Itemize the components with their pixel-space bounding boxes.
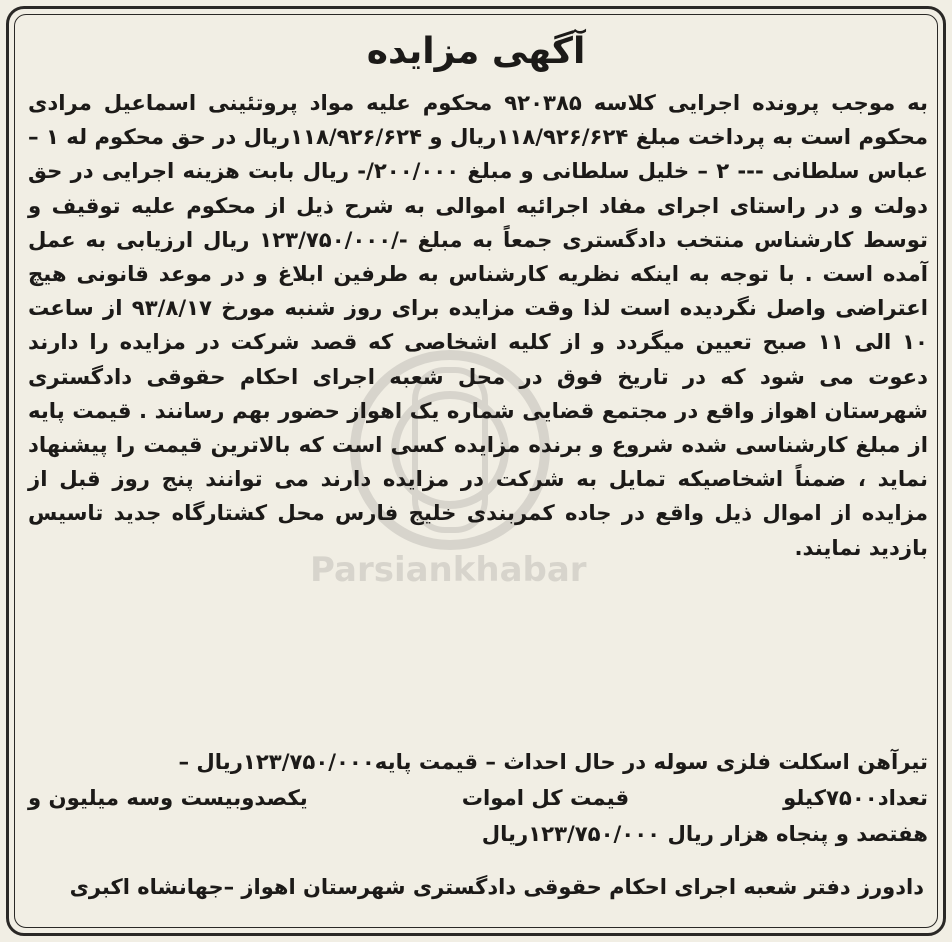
item-quantity: تعداد۷۵۰۰کیلو	[783, 785, 928, 810]
notice-signature: دادورز دفتر شعبه اجرای احکام حقوقی دادگستری شهرستان اهواز –جهانشاه اکبری	[69, 875, 924, 899]
item-line-1-text: تیرآهن اسکلت فلزی سوله در حال احداث – قیمت پایه۱۲۳/۷۵۰/۰۰۰ریال –	[178, 749, 928, 774]
auction-items	[28, 744, 928, 852]
notice-body	[28, 86, 928, 565]
item-line-3	[28, 816, 928, 852]
item-line-3-text: هفتصد و پنجاه هزار ریال ۱۲۳/۷۵۰/۰۰۰ریال	[481, 821, 928, 846]
watermark-text: Parsiankhabar	[310, 550, 587, 590]
item-line-1	[28, 744, 928, 780]
notice-title: آگهی مزایده	[366, 31, 586, 72]
item-line-2	[28, 780, 928, 816]
notice-paragraph: به موجب پرونده اجرایی کلاسه ۹۲۰۳۸۵ محکوم علیه مواد پروتئینی اسماعیل مرادی محکوم است به پرداخت مبلغ ۱۱۸/۹۲۶/۶۲۴ریال و ۱۱۸/۹۲۶/۶۲۴ریال در حق محکوم له ۱ – عباس سلطانی --- ۲ – خلیل سلطانی و مبلغ ۲۰۰/۰۰۰/- ریال بابت هزینه اجرایی در حق دولت و در راستای اجرای مفاد اجرائیه اموالی به شرح ذیل از محکوم علیه توقیف و توسط کارشناس منتخب دادگستری جمعاً به مبلغ -/۱۲۳/۷۵۰/۰۰۰ ریال ارزیابی به عمل آمده است . با توجه به اینکه نظریه کارشناس به طرفین ابلاغ و در موعد قانونی هیچ اعتراضی واصل نگردیده است لذا وقت مزایده برای روز شنبه مورخ ۹۳/۸/۱۷ از ساعت ۱۰ الی ۱۱ صبح تعیین میگردد و از کلیه اشخاصی که قصد شرکت در مزایده را دارند دعوت می شود که در تاریخ فوق در محل شعبه اجرای احکام حقوقی دادگستری شهرستان اهواز واقع در مجتمع قضایی شماره یک اهواز حضور بهم رسانند . قیمت پایه از مبلغ کارشناسی شده شروع و برنده مزایده کسی است که بالاترین قیمت را پیشنهاد نماید ، ضمناً اشخاصیکه تمایل به شرکت در مزایده دارند می توانند پنج روز قبل از مزایده از اموال ذیل واقع در جاده کمربندی خلیج فارس محل کشتارگاه جدید تاسیس بازدید نمایند.	[28, 90, 928, 560]
item-total-label: قیمت کل اموات	[461, 785, 630, 810]
item-total-words: یکصدوبیست وسه میلیون و	[28, 785, 308, 810]
